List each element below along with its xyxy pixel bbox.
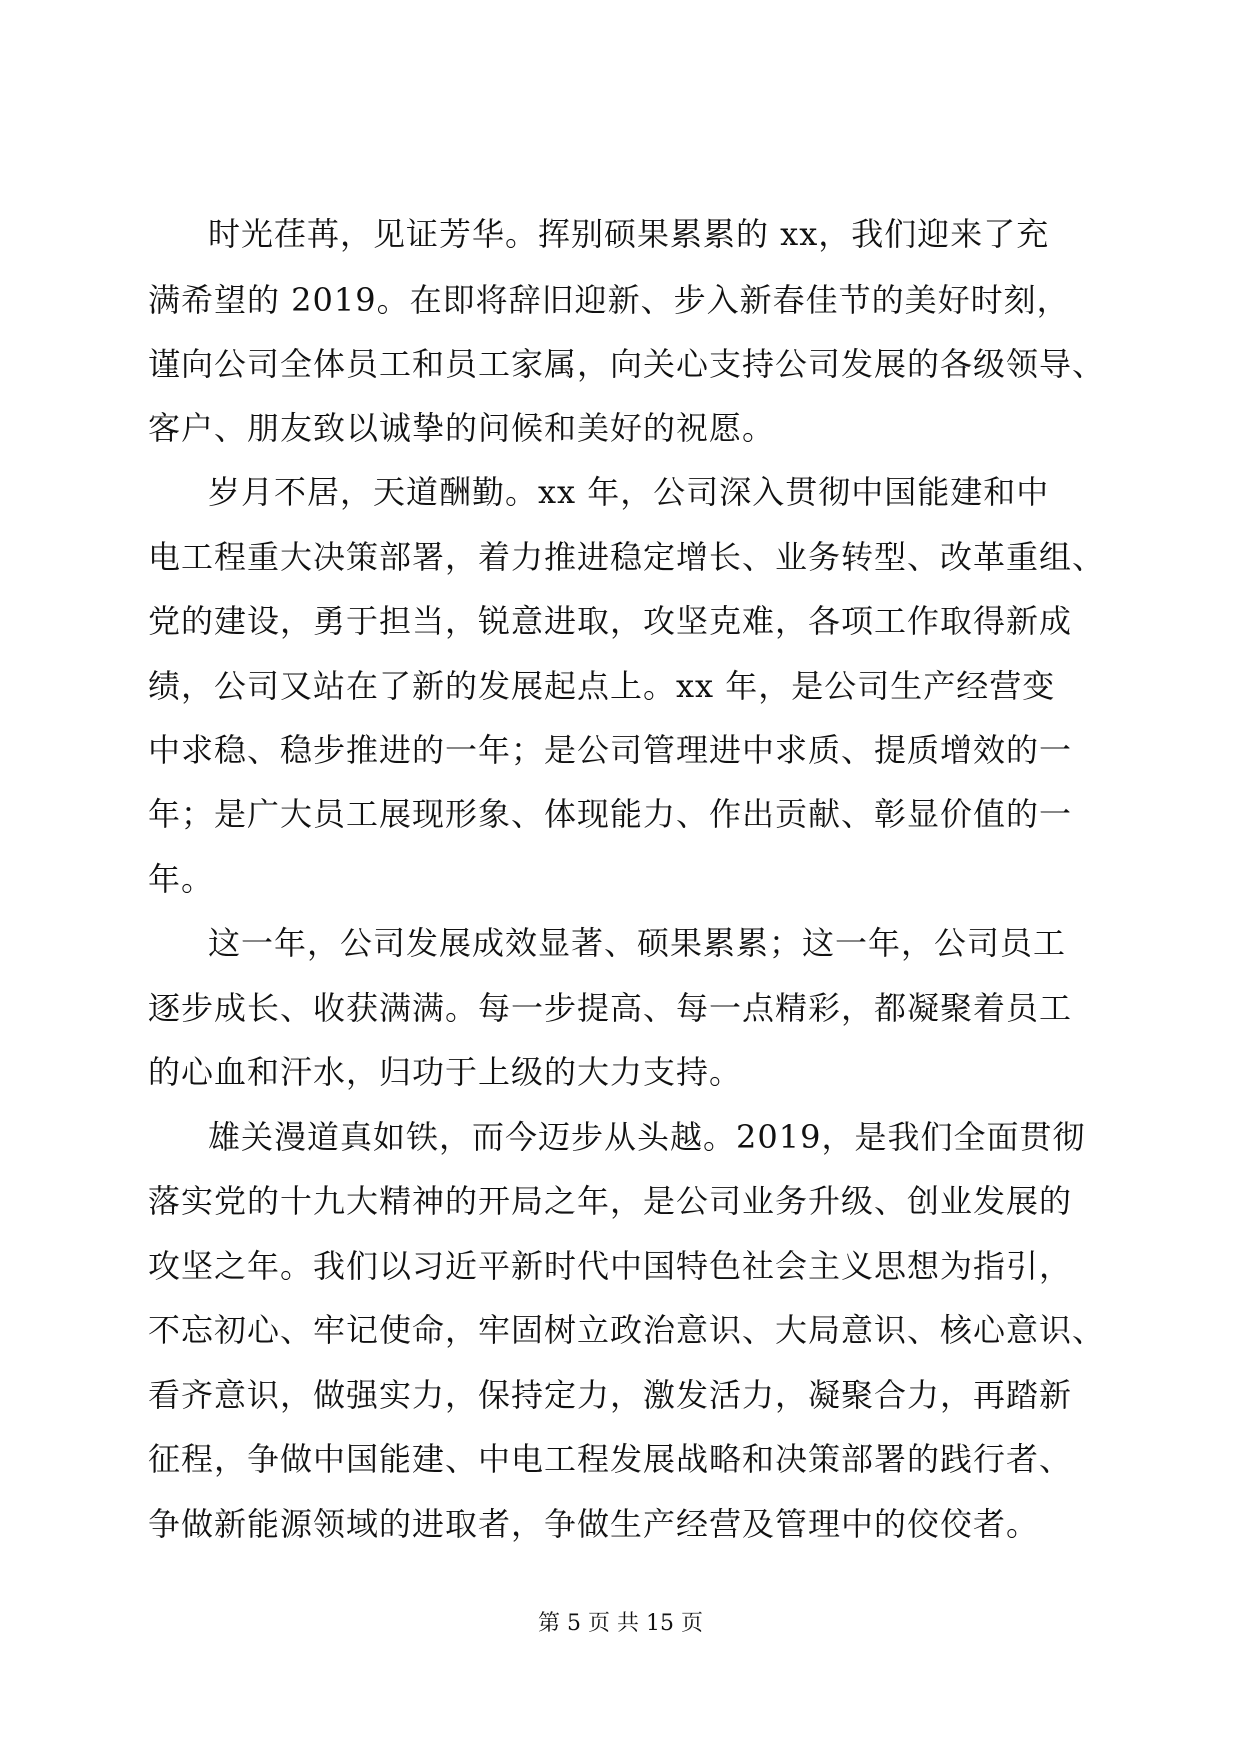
paragraph-3-line-2: 逐步成长、收获满满。每一步提高、每一点精彩，都凝聚着员工 [148,989,1073,1027]
paragraph-1-line-4: 客户、朋友致以诚挚的问候和美好的祝愿。 [148,409,776,447]
paragraph-4-line-6: 征程，争做中国能建、中电工程发展战略和决策部署的践行者、 [148,1440,1073,1478]
paragraph-4-line-4: 不忘初心、牢记使命，牢固树立政治意识、大局意识、核心意识、 [148,1311,1106,1349]
paragraph-3-line-1: 这一年，公司发展成效显著、硕果累累；这一年，公司员工 [208,924,1067,962]
paragraph-1-line-2: 满希望的 2019。在即将辞旧迎新、步入新春佳节的美好时刻， [148,281,1070,319]
paragraph-2-line-4: 绩，公司又站在了新的发展起点上。xx 年，是公司生产经营变 [148,667,1056,705]
paragraph-2-line-7: 年。 [148,860,215,898]
paragraph-1-line-3: 谨向公司全体员工和员工家属，向关心支持公司发展的各级领导、 [148,345,1106,383]
paragraph-3-line-3: 的心血和汗水，归功于上级的大力支持。 [148,1053,743,1091]
paragraph-4-line-3: 攻坚之年。我们以习近平新时代中国特色社会主义思想为指引， [148,1247,1073,1285]
paragraph-2-line-3: 党的建设，勇于担当，锐意进取，攻坚克难，各项工作取得新成 [148,602,1073,640]
page-number-footer: 第 5 页 共 15 页 [538,1611,703,1636]
paragraph-4-line-7: 争做新能源领域的进取者，争做生产经营及管理中的佼佼者。 [148,1505,1040,1543]
paragraph-1-line-1: 时光荏苒，见证芳华。挥别硕果累累的 xx，我们迎来了充 [208,215,1050,253]
paragraph-2-line-5: 中求稳、稳步推进的一年；是公司管理进中求质、提质增效的一 [148,731,1073,769]
paragraph-2-line-2: 电工程重大决策部署，着力推进稳定增长、业务转型、改革重组、 [148,538,1106,576]
paragraph-4-line-5: 看齐意识，做强实力，保持定力，激发活力，凝聚合力，再踏新 [148,1376,1073,1414]
paragraph-4-line-1: 雄关漫道真如铁，而今迈步从头越。2019，是我们全面贯彻 [208,1118,1086,1156]
paragraph-2-line-1: 岁月不居，天道酬勤。xx 年，公司深入贯彻中国能建和中 [208,473,1050,511]
paragraph-4-line-2: 落实党的十九大精神的开局之年，是公司业务升级、创业发展的 [148,1182,1073,1220]
paragraph-2-line-6: 年；是广大员工展现形象、体现能力、作出贡献、彰显价值的一 [148,795,1073,833]
